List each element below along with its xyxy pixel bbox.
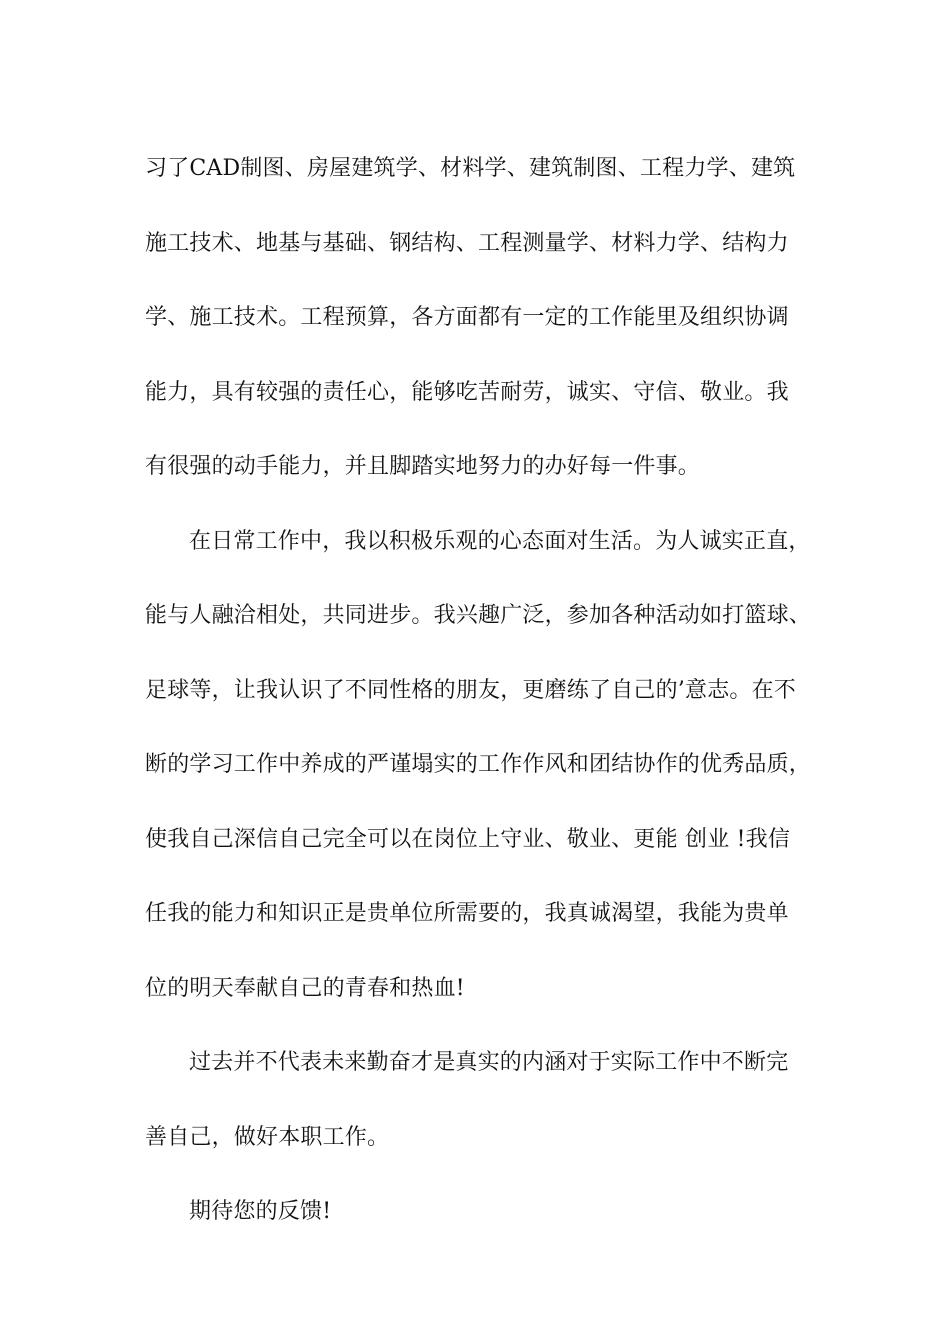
text-line: 过去并不代表未来勤奋才是真实的内涵对于实际工作中不断完 xyxy=(189,1050,789,1075)
text-line: 有很强的动手能力，并且脚踏实地努力的办好每一件事。 xyxy=(145,454,701,479)
text-line: 习了CAD制图、房屋建筑学、材料学、建筑制图、工程力学、建筑 xyxy=(145,156,796,181)
text-line: 位的明天奉献自己的青春和热血! xyxy=(145,975,465,1001)
text-line: 能力，具有较强的责任心，能够吃苦耐劳，诚实、守信、敬业。我 xyxy=(145,379,789,405)
text-line: 足球等，让我认识了不同性格的朋友，更磨练了自己的’意志。在不 xyxy=(145,677,796,703)
text-line: 任我的能力和知识正是贵单位所需要的，我真诚渴望，我能为贵单 xyxy=(145,901,789,926)
text-line: 能与人融洽相处，共同进步。我兴趣广泛，参加各种活动如打篮球、 xyxy=(145,603,812,628)
text-line: 学、施工技术。工程预算，各方面都有一定的工作能里及组织协调 xyxy=(145,305,789,330)
text-line: 施工技术、地基与基础、钢结构、工程测量学、材料力学、结构力 xyxy=(145,230,789,256)
text-line: 在日常工作中，我以积极乐观的心态面对生活。为人诚实正直， xyxy=(189,528,811,554)
text-line: 期待您的反馈! xyxy=(189,1199,332,1224)
text-line: 善自己，做好本职工作。 xyxy=(145,1124,390,1150)
text-line: 断的学习工作中养成的严谨塌实的工作作风和团结协作的优秀品质， xyxy=(145,752,812,777)
document-body xyxy=(145,132,815,1250)
text-line: 使我自己深信自己完全可以在岗位上守业、敬业、更能 创业 !我信 xyxy=(145,826,791,852)
